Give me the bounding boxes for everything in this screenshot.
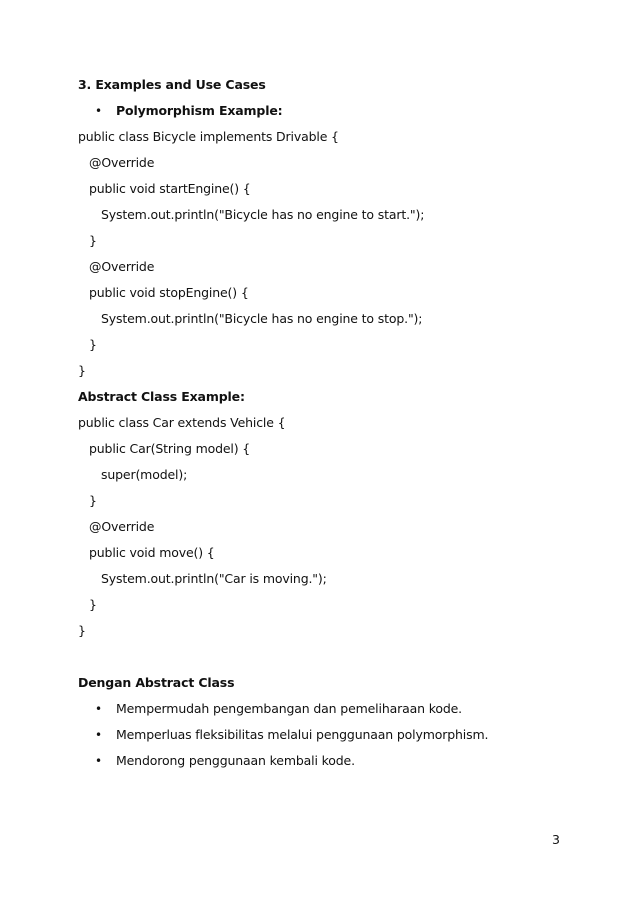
page-number: 3	[552, 832, 560, 847]
code-line: public void stopEngine() {	[89, 285, 249, 300]
abstract-class-heading: Abstract Class Example:	[78, 389, 245, 404]
benefits-heading: Dengan Abstract Class	[78, 675, 235, 690]
code-line: super(model);	[101, 467, 188, 482]
code-line: System.out.println("Bicycle has no engine to stop.");	[101, 311, 423, 326]
code-line: System.out.println("Car is moving.");	[101, 571, 327, 586]
bullet-marker: •	[95, 754, 103, 768]
code-line: public void startEngine() {	[89, 181, 251, 196]
code-line: }	[78, 363, 86, 378]
polymorphism-heading: Polymorphism Example:	[116, 103, 283, 118]
code-line: @Override	[89, 155, 155, 170]
code-line: @Override	[89, 259, 155, 274]
code-line: }	[78, 623, 86, 638]
benefit-item: Mempermudah pengembangan dan pemeliharaan kode.	[116, 701, 462, 716]
code-line: @Override	[89, 519, 155, 534]
code-line: public Car(String model) {	[89, 441, 251, 456]
code-line: public class Bicycle implements Drivable {	[78, 129, 339, 144]
code-line: }	[89, 493, 97, 508]
code-line: }	[89, 337, 97, 352]
bullet-marker: •	[95, 728, 103, 742]
section-heading: 3. Examples and Use Cases	[78, 77, 266, 92]
code-line: }	[89, 233, 97, 248]
code-line: System.out.println("Bicycle has no engine to start.");	[101, 207, 425, 222]
code-line: public class Car extends Vehicle {	[78, 415, 286, 430]
code-line: public void move() {	[89, 545, 215, 560]
bullet-marker: •	[95, 104, 103, 118]
benefit-item: Memperluas fleksibilitas melalui penggunaan polymorphism.	[116, 727, 489, 742]
code-line: }	[89, 597, 97, 612]
benefit-item: Mendorong penggunaan kembali kode.	[116, 753, 355, 768]
bullet-marker: •	[95, 702, 103, 716]
